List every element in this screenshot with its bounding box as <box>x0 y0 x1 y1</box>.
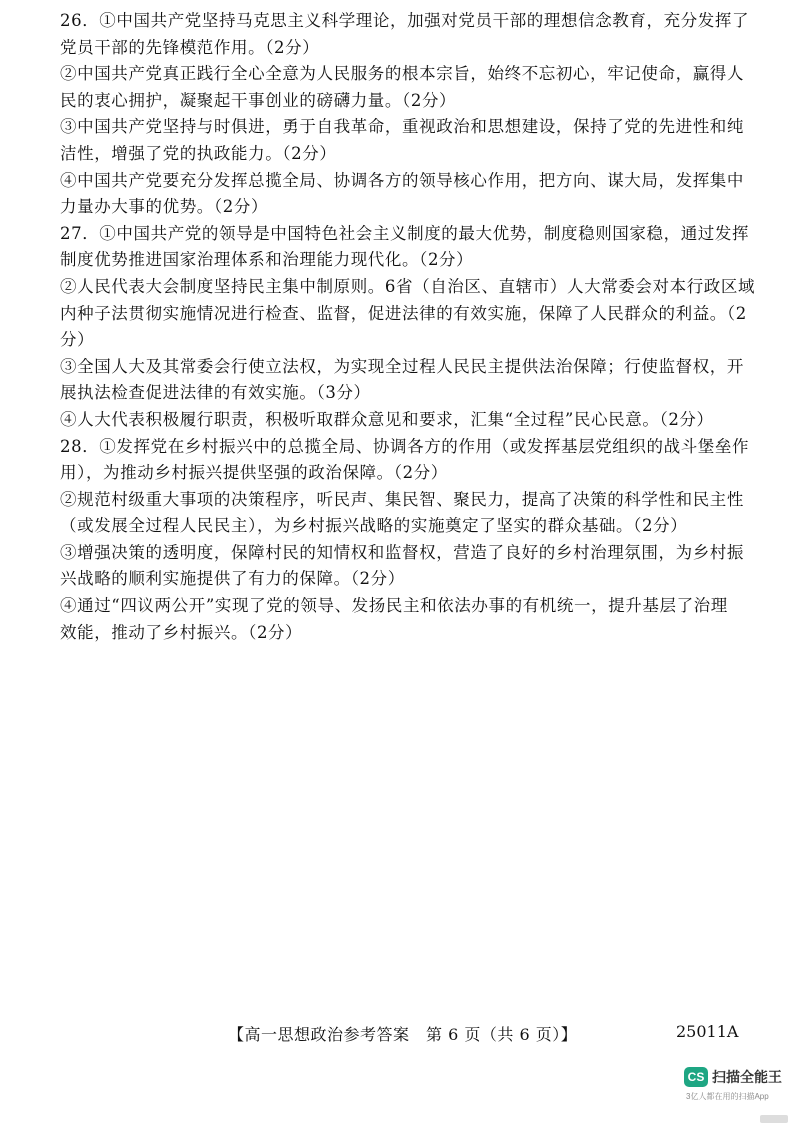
scanner-corner-mark <box>760 1115 788 1123</box>
text-line: ③全国人大及其常委会行使立法权，为实现全过程人民民主提供法治保障；行使监督权，开 <box>60 356 744 376</box>
text-line: ④人大代表积极履行职责，积极听取群众意见和要求，汇集“全过程”民心民意。（2分） <box>60 409 714 429</box>
text-line: 26．①中国共产党坚持马克思主义科学理论，加强对党员干部的理想信念教育，充分发挥了 <box>60 11 750 30</box>
scanner-slogan: 3亿人都在用的扫描App <box>686 1092 769 1101</box>
text-line: 展执法检查促进法律的有效实施。（3分） <box>60 383 371 403</box>
text-line: 兴战略的顺利实施提供了有力的保障。（2分） <box>60 569 405 589</box>
scanner-app-name: 扫描全能王 <box>712 1069 782 1085</box>
text-line: 28．①发挥党在乡村振兴中的总揽全局、协调各方的作用（或发挥基层党组织的战斗堡垒作 <box>60 436 750 456</box>
text-line: ②中国共产党真正践行全心全意为人民服务的根本宗旨，始终不忘初心，牢记使命，赢得人 <box>60 64 744 84</box>
text-line: ④通过“四议两公开”实现了党的领导、发扬民主和依法办事的有机统一，提升基层了治理 <box>60 596 728 616</box>
text-line: 27．①中国共产党的领导是中国特色社会主义制度的最大优势，制度稳则国家稳，通过发挥 <box>60 223 750 243</box>
answer-key-body <box>60 8 756 646</box>
scanner-watermark <box>684 1067 800 1127</box>
text-line: （或发展全过程人民民主），为乡村振兴战略的实施奠定了坚实的群众基础。（2分） <box>60 516 688 536</box>
text-line: ④中国共产党要充分发挥总揽全局、协调各方的领导核心作用，把方向、谋大局，发挥集中 <box>60 170 744 190</box>
text-line: ②规范村级重大事项的决策程序，听民声、集民智、聚民力，提高了决策的科学性和民主性 <box>60 489 744 509</box>
text-line: 洁性，增强了党的执政能力。（2分） <box>60 143 337 163</box>
text-line: 效能，推动了乡村振兴。（2分） <box>60 622 303 642</box>
text-line: 分） <box>60 330 95 350</box>
text-line: 内种子法贯彻实施情况进行检查、监督，促进法律的有效实施，保障了人民群众的利益。（2 <box>60 303 747 323</box>
text-line: 力量办大事的优势。（2分） <box>60 197 269 217</box>
text-line: 制度优势推进国家治理体系和治理能力现代化。（2分） <box>60 250 474 270</box>
text-line: ②人民代表大会制度坚持民主集中制原则。6省（自治区、直辖市）人大常委会对本行政区域 <box>60 276 756 296</box>
camscanner-logo-icon: CS <box>684 1067 708 1087</box>
text-line: ③增强决策的透明度，保障村民的知情权和监督权，营造了良好的乡村治理氛围，为乡村振 <box>60 542 744 562</box>
text-line: 用），为推动乡村振兴提供坚强的政治保障。（2分） <box>60 463 448 483</box>
page-footer-title: 【高一思想政治参考答案 第 6 页（共 6 页）】 <box>228 1025 578 1044</box>
text-line: 党员干部的先锋模范作用。（2分） <box>60 37 320 57</box>
text-line: 民的衷心拥护，凝聚起干事创业的磅礴力量。（2分） <box>60 90 457 110</box>
page-footer-code: 25011A <box>676 1022 739 1041</box>
text-line: ③中国共产党坚持与时俱进，勇于自我革命，重视政治和思想建设，保持了党的先进性和纯 <box>60 117 744 137</box>
